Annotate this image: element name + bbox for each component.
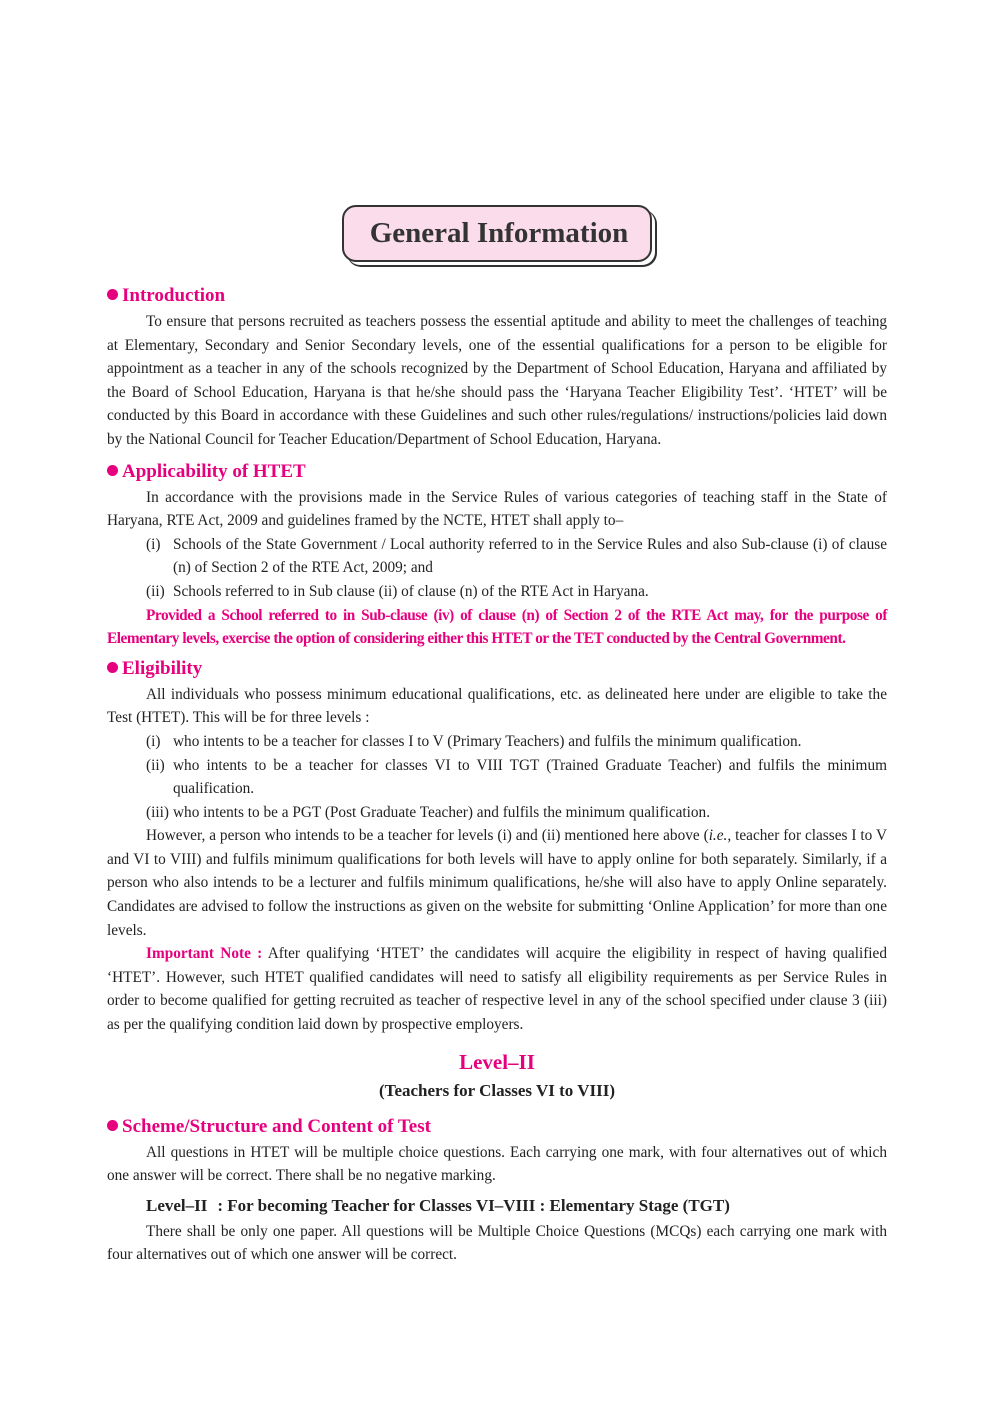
- applicability-heading-text: Applicability of HTET: [122, 460, 306, 482]
- list-text: Schools referred to in Sub clause (ii) of clause (n) of the RTE Act in Haryana.: [173, 582, 649, 600]
- scheme-heading-text: Scheme/Structure and Content of Test: [122, 1115, 431, 1137]
- introduction-paragraph: To ensure that persons recruited as teachers possess the essential aptitude and ability to meet the challenges of teaching at Elementary, Secondary and Senior Secondary levels, one of the essential qualifications for a person to be eligible for appointment as a teacher in any of the schools recognized by the Department of School Education, Haryana and affiliated by the Board of School Education, Haryana is that he/she should pass the ‘Haryana Teacher Eligibility Test’. ‘HTET’ will be conducted by this Board in accordance with these Guidelines and such other rules/regulations/ instructions/policies laid down by the National Council for Teacher Education/Department of School Education, Haryana.: [107, 313, 887, 448]
- section-heading-eligibility: [107, 657, 887, 681]
- list-number: (ii): [146, 756, 165, 774]
- level-ii-label: Level–II: [146, 1195, 208, 1215]
- however-text-end: teacher for classes I to V and VI to VIII) and fulfils minimum qualifications for both levels will have to apply online for both separately. Similarly, if a person who also intends to be a lecturer and fulfils minimum qualifications, he/she will also have to apply Online separately. Candidates are advised to follow the instructions as given on the website for submitting ‘Online Application’ for more than one levels.: [107, 827, 887, 939]
- list-text: who intents to be a teacher for classes VI to VIII TGT (Trained Graduate Teacher) and fulfils the minimum qualification.: [173, 756, 887, 798]
- list-number: (i): [146, 732, 161, 750]
- document-page: [107, 205, 887, 1267]
- title-wrap: [107, 205, 887, 262]
- bullet-icon: [107, 289, 118, 300]
- scheme-paragraph: All questions in HTET will be multiple choice questions. Each carrying one mark, with four alternatives out of which one answer will be correct. There shall be no negative marking.: [107, 1143, 887, 1185]
- bullet-icon: [107, 1120, 118, 1131]
- list-number: (ii): [146, 582, 165, 600]
- eligibility-paragraph: All individuals who possess minimum educational qualifications, etc. as delineated here under are eligible to take the Test (HTET). This will be for three levels :: [107, 685, 887, 727]
- eligibility-heading-text: Eligibility: [122, 657, 203, 679]
- bullet-icon: [107, 465, 118, 476]
- important-note-text: After qualifying ‘HTET’ the candidates will acquire the eligibility in respect of having qualified ‘HTET’. However, such HTET qualified candidates will need to satisfy all eligibility requirements as per Service Rules in order to become qualified for getting recruited as teacher of respective level in any of the school specified under clause 3 (iii) as per the qualifying condition laid down by prospective employers.: [107, 945, 887, 1034]
- level-ii-description: : For becoming Teacher for Classes VI–VIII : Elementary Stage (TGT): [217, 1195, 730, 1215]
- list-item: [107, 580, 887, 604]
- level-ii-subheading: [107, 1194, 887, 1218]
- list-item: [107, 754, 887, 801]
- list-text: who intents to be a PGT (Post Graduate Teacher) and fulfils the minimum qualification.: [173, 803, 711, 821]
- level-heading: Level–II: [459, 1049, 535, 1074]
- important-note-paragraph: [107, 942, 887, 1036]
- list-item: [107, 533, 887, 580]
- applicability-paragraph: In accordance with the provisions made in the Service Rules of various categories of teaching staff in the State of Haryana, RTE Act, 2009 and guidelines framed by the NCTE, HTET shall apply to–: [107, 488, 887, 530]
- introduction-heading-text: Introduction: [122, 285, 226, 306]
- section-heading-scheme: [107, 1115, 887, 1139]
- list-text: Schools of the State Government / Local authority referred to in the Service Rules and also Sub-clause (i) of clause (n) of Section 2 of the RTE Act, 2009; and: [173, 535, 887, 577]
- level-subheading: (Teachers for Classes VI to VIII): [379, 1080, 615, 1100]
- proviso-paragraph: Provided a School referred to in Sub-clause (iv) of clause (n) of Section 2 of the RTE Act may, for the purpose of Elementary levels, exercise the option of considering either this HTET or the TET conducted by the Central Government.: [107, 606, 887, 648]
- page-title: General Information: [342, 205, 653, 262]
- bullet-icon: [107, 662, 118, 673]
- however-paragraph: [107, 824, 887, 942]
- list-text: who intents to be a teacher for classes I to V (Primary Teachers) and fulfils the minimum qualification.: [173, 732, 802, 750]
- important-note-label: Important Note :: [146, 945, 263, 963]
- scheme-paragraph-2: There shall be only one paper. All questions will be Multiple Choice Questions (MCQs) each carrying one mark with four alternatives out of which one answer will be correct.: [107, 1222, 887, 1264]
- list-number: (i): [146, 535, 161, 553]
- list-item: [107, 730, 887, 754]
- section-heading-applicability: [107, 460, 887, 484]
- however-ie: i.e.,: [708, 827, 732, 845]
- however-text-start: However, a person who intends to be a teacher for levels (i) and (ii) mentioned here above (: [146, 827, 709, 845]
- list-item: [107, 801, 887, 825]
- section-heading-introduction: [107, 284, 887, 308]
- list-number: (iii): [146, 803, 169, 821]
